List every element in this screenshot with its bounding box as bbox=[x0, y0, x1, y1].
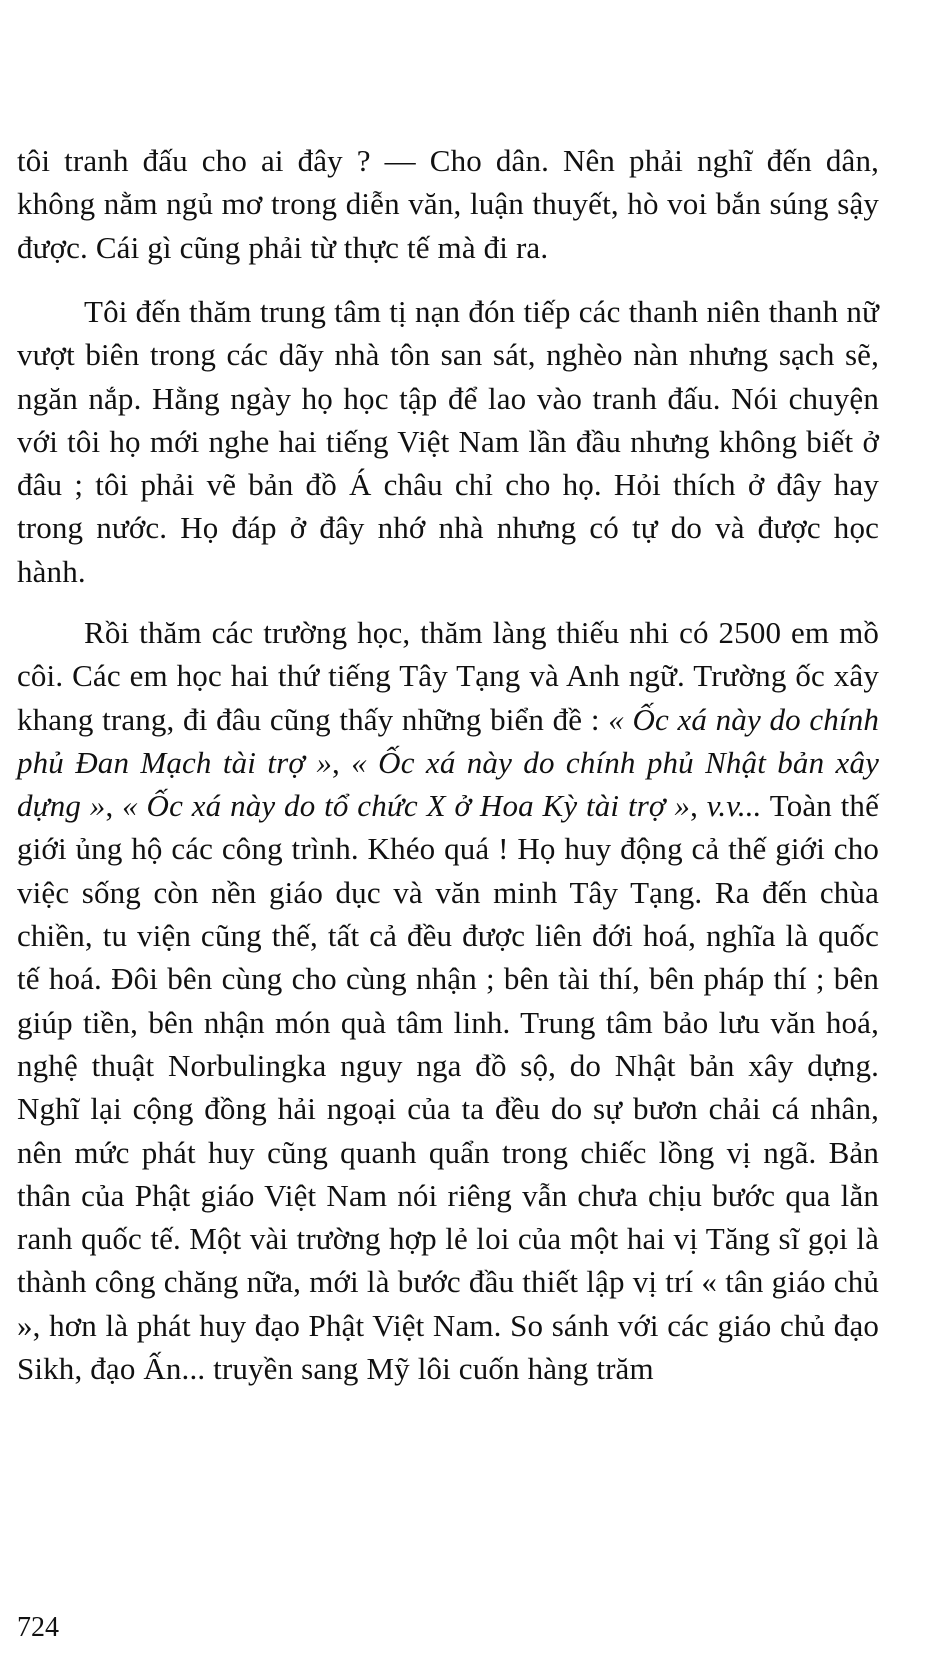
paragraph-3-intro: Rồi thăm các trường học, thăm làng thiếu nhi có 2500 em mồ côi. Các em học hai thứ tiếng Tây Tạng và Anh ngữ. Trường ốc xây khang trang, đi đâu cũng thấy những biển đề : bbox=[17, 615, 879, 737]
etcetera: v.v... bbox=[706, 788, 762, 824]
paragraph-3-body: Toàn thế giới ủng hộ các công trình. Khéo quá ! Họ huy động cả thế giới cho việc sống còn nền giáo dục và văn minh Tây Tạng. Ra đến chùa chiền, tu viện cũng thế, tất cả đều được liên đới hoá, nghĩa là quốc tế hoá. Đôi bên cùng cho cùng nhận ; bên tài thí, bên pháp thí ; bên giúp tiền, bên nhận món quà tâm linh. Trung tâm bảo lưu văn hoá, nghệ thuật Norbulingka nguy nga đồ sộ, do Nhật bản xây dựng. Nghĩ lại cộng đồng hải ngoại của ta đều do sự bươn chải cá nhân, nên mức phát huy cũng quanh quẩn trong chiếc lồng vị ngã. Bản thân của Phật giáo Việt Nam nói riêng vẫn chưa chịu bước qua lằn ranh quốc tế. Một vài trường hợp lẻ loi của một hai vị Tăng sĩ gọi là thành công chăng nữa, mới là bước đầu thiết lập vị trí « tân giáo chủ », hơn là phát huy đạo Phật Việt Nam. So sánh với các giáo chủ đạo Sikh, đạo Ấn... truyền sang Mỹ lôi cuốn hàng trăm bbox=[17, 788, 879, 1387]
paragraph-2: Tôi đến thăm trung tâm tị nạn đón tiếp các thanh niên thanh nữ vượt biên trong các dãy nhà tôn san sát, nghèo nàn nhưng sạch sẽ, ngăn nắp. Hằng ngày họ học tập để lao vào tranh đấu. Nói chuyện với tôi họ mới nghe hai tiếng Việt Nam lần đầu nhưng không biết ở đâu ; tôi phải vẽ bản đồ Á châu chỉ cho họ. Hỏi thích ở đây hay trong nước. Họ đáp ở đây nhớ nhà nhưng có tự do và được học hành. bbox=[17, 294, 879, 589]
quote-sign-japan: « Ốc xá này do chính phủ Nhật bản xây dựng » bbox=[17, 744, 880, 824]
quote-separator: , bbox=[332, 744, 352, 780]
quote-sign-usa: « Ốc xá này do tổ chức X ở Hoa Kỳ tài trợ » bbox=[122, 788, 691, 824]
paragraph-1: tôi tranh đấu cho ai đây ? — Cho dân. Nên phải nghĩ đến dân, không nằm ngủ mơ trong diễn văn, luận thuyết, hò voi bắn súng sậy được. Cái gì cũng phải từ thực tế mà đi ra. bbox=[17, 143, 879, 265]
page-number: 724 bbox=[17, 1612, 59, 1643]
paragraph-3 bbox=[17, 611, 879, 1390]
quote-separator: , bbox=[105, 788, 123, 824]
quote-separator: , bbox=[690, 788, 707, 824]
quote-sign-denmark: « Ốc xá này do chính phủ Đan Mạch tài trợ » bbox=[17, 701, 879, 780]
